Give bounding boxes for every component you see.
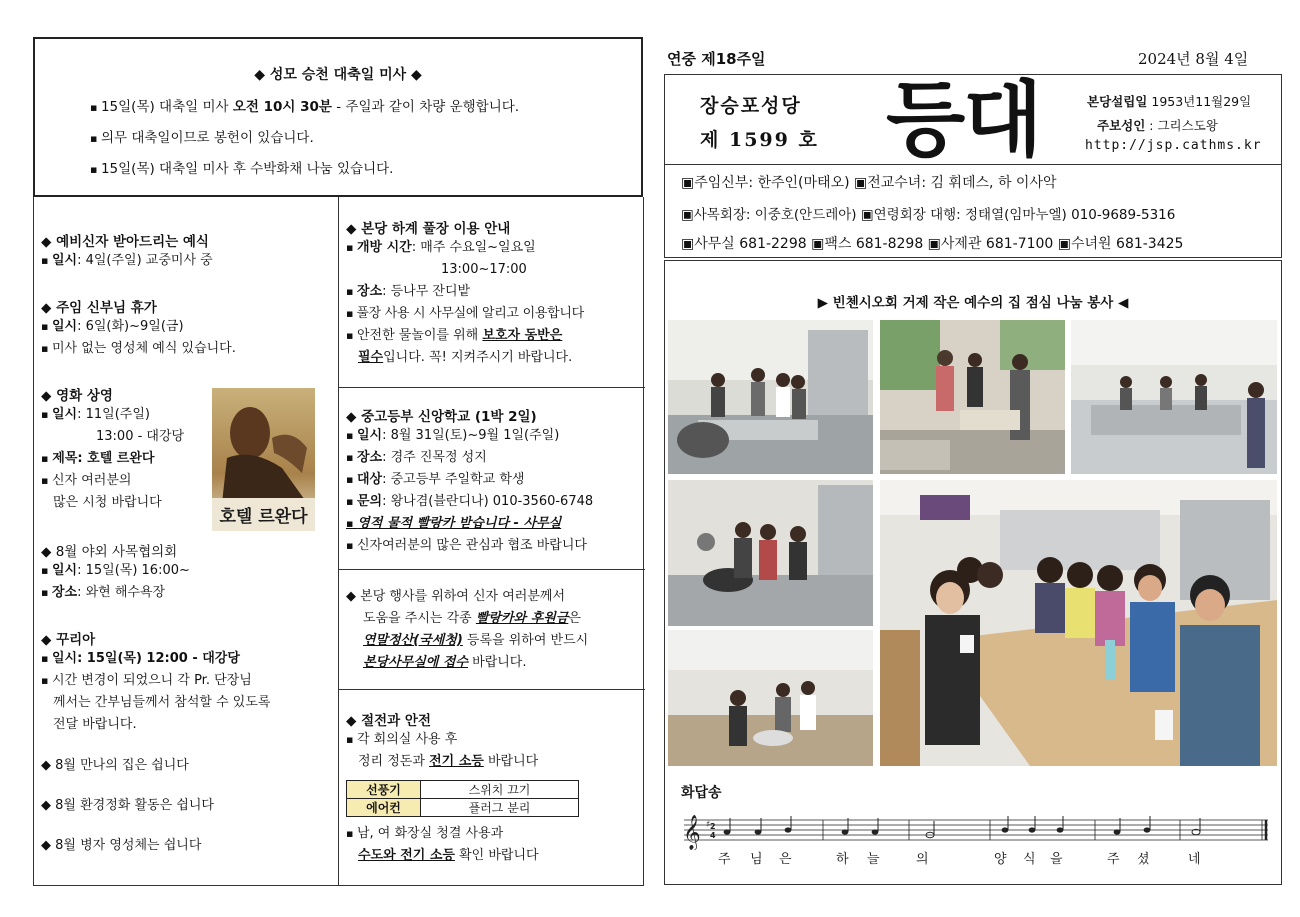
divider [339, 387, 645, 388]
lyric-syllable: 의 [916, 852, 929, 867]
svg-text:♯: ♯ [706, 820, 711, 830]
lyric-syllable: 네 [1188, 852, 1201, 867]
table-row: 에어컨 플러그 분리 [347, 799, 579, 817]
photo-kitchen-1 [668, 320, 873, 474]
svg-text:𝄞: 𝄞 [683, 815, 701, 850]
divider [339, 569, 645, 570]
staff-line: ▣주임신부: 한주인(마태오) ▣전교수녀: 김 휘데스, 하 이사악 [681, 175, 1057, 191]
lyric-syllable: 셨 [1137, 852, 1150, 867]
staff-line: ▣사목회장: 이중호(안드레아) ▣연령회장 대행: 정태열(임마누엘) 010-9689-5316 [681, 207, 1176, 223]
liturgical-week: 연중 제18주일 [667, 50, 766, 68]
founding-date: 본당설립일 1953년11월29일 [1087, 94, 1252, 109]
bulletin-logo: 등대 [886, 73, 1041, 168]
section-curia: ◆ 꾸리아 ▪ 일시: 15일(목) 12:00 - 대강당 ▪ 시간 변경이 되었으니 각 Pr. 단장님 께서는 간부님들께서 참석할 수 있도록 전달 바랍니다. [41, 628, 270, 736]
lyric-syllable: 주 [718, 852, 731, 867]
photo-cooking-team [668, 480, 873, 626]
svg-text:4: 4 [710, 831, 716, 840]
column-a [33, 197, 338, 886]
notice-cleaning: ◆ 8월 환경정화 활동은 쉽니다 [41, 795, 214, 817]
movie-poster [212, 388, 315, 531]
notice-manna: ◆ 8월 만나의 집은 쉽니다 [41, 755, 189, 777]
photo-section-title: ▶ 빈첸시오회 거제 작은 예수의 집 점심 나눔 봉사 ◀ [817, 295, 1129, 311]
lyric-syllable: 주 [1107, 852, 1120, 867]
bulletin-date: 2024년 8월 4일 [1138, 50, 1249, 68]
photo-volunteers-group [880, 480, 1277, 766]
section-donation-receipt: ◆ 본당 행사를 위하여 신자 여러분께서 도움을 주시는 각종 빨랑카와 후원금은 연말정산(국세청) 등록을 위하여 반드시 본당사무실에 접수 바랍니다. [346, 586, 644, 674]
section-youth-camp: ◆ 중고등부 신앙학교 (1박 2일) ▪ 일시: 8월 31일(토)~9월 1일(주일) ▪ 장소: 경주 진목정 성지 ▪ 대상: 중고등부 주일학교 학생 ▪ 문의: 왕나겸(블란디나) 010-3560-6748 ▪ 영적 물적 빨랑카 받습니다 - 사무실 ▪ 신자여러분의 많은 관심과 협조 바랍니다 [346, 405, 641, 557]
lyric-syllable: 식 [1023, 852, 1036, 867]
music-staff [680, 810, 1275, 850]
photo-serving [668, 630, 873, 766]
photo-kitchen-2 [880, 320, 1065, 474]
section-pool: ◆ 본당 하계 풀장 이용 안내 ▪ 개방 시간: 매주 수요일~일요일 13:00~17:00 ▪ 장소: 등나무 잔디밭 ▪ 풀장 사용 시 사무실에 알리고 이용합니다 ▪ 안전한 물놀이를 위해 보호자 동반은 필수입니다. 꼭! 지켜주시기 바랍니다. [346, 217, 641, 369]
lyric-syllable: 하 [836, 852, 849, 867]
mass-notice-item: ▪ 의무 대축일이므로 봉헌이 있습니다. [90, 123, 641, 154]
patron-saint: 주보성인 : 그리스도왕 [1097, 118, 1218, 133]
parish-url[interactable]: http://jsp.cathms.kr [1085, 138, 1262, 153]
svg-text:2: 2 [710, 822, 716, 831]
poster-title: 호텔 르완다 [219, 507, 308, 527]
issue-number: 제 1599 호 [700, 129, 819, 151]
lyric-syllable: 늘 [867, 852, 880, 867]
psalm-label: 화답송 [681, 785, 722, 801]
parish-name: 장승포성당 [700, 95, 802, 117]
photo-kitchen-3 [1071, 320, 1277, 474]
section-movie: ◆ 영화 상영 ▪ 일시: 11일(주일) 13:00 - 대강당 ▪ 제목: 호텔 르완다 ▪ 신자 여러분의 많은 시청 바랍니다 [41, 384, 184, 514]
section-pastor-vacation: ◆ 주임 신부님 휴가 ▪ 일시: 6일(화)~9일(금) ▪ 미사 없는 영성체 예식 있습니다. [41, 296, 236, 360]
lyric-syllable: 양 [994, 852, 1007, 867]
mass-notice-box [33, 37, 643, 197]
table-row: 선풍기 스위치 끄기 [347, 781, 579, 799]
restroom-note: ▪ 남, 여 화장실 청결 사용과 [346, 823, 503, 845]
lyric-syllable: 은 [779, 852, 792, 867]
notice-sick-communion: ◆ 8월 병자 영성체는 쉽니다 [41, 835, 201, 857]
section-council: ◆ 8월 야외 사목협의회 ▪ 일시: 15일(목) 16:00~ ▪ 장소: 와현 해수욕장 [41, 540, 190, 604]
section-catechumen: ◆ 예비신자 받아드리는 예식 ▪ 일시: 4일(주일) 교중미사 중 [41, 230, 213, 272]
appliance-table [346, 780, 579, 817]
section-power-saving: ◆ 절전과 안전 ▪ 각 회의실 사용 후 정리 정돈과 전기 소등 바랍니다 [346, 709, 644, 773]
mass-notice-title: ◆ 성모 승천 대축일 미사 ◆ [254, 67, 422, 83]
divider [339, 689, 645, 690]
staff-line: ▣사무실 681-2298 ▣팩스 681-8298 ▣사제관 681-7100 ▣수녀원 681-3425 [681, 236, 1184, 252]
mass-notice-item: ▪ 15일(목) 대축일 미사 오전 10시 30분 - 주일과 같이 차량 운행합니다. [90, 92, 641, 123]
water-note: 수도와 전기 소등 확인 바랍니다 [358, 848, 539, 863]
lyric-syllable: 을 [1050, 852, 1063, 867]
mass-notice-item: ▪ 15일(목) 대축일 미사 후 수박화채 나눔 있습니다. [90, 154, 641, 185]
lyric-syllable: 님 [750, 852, 763, 867]
